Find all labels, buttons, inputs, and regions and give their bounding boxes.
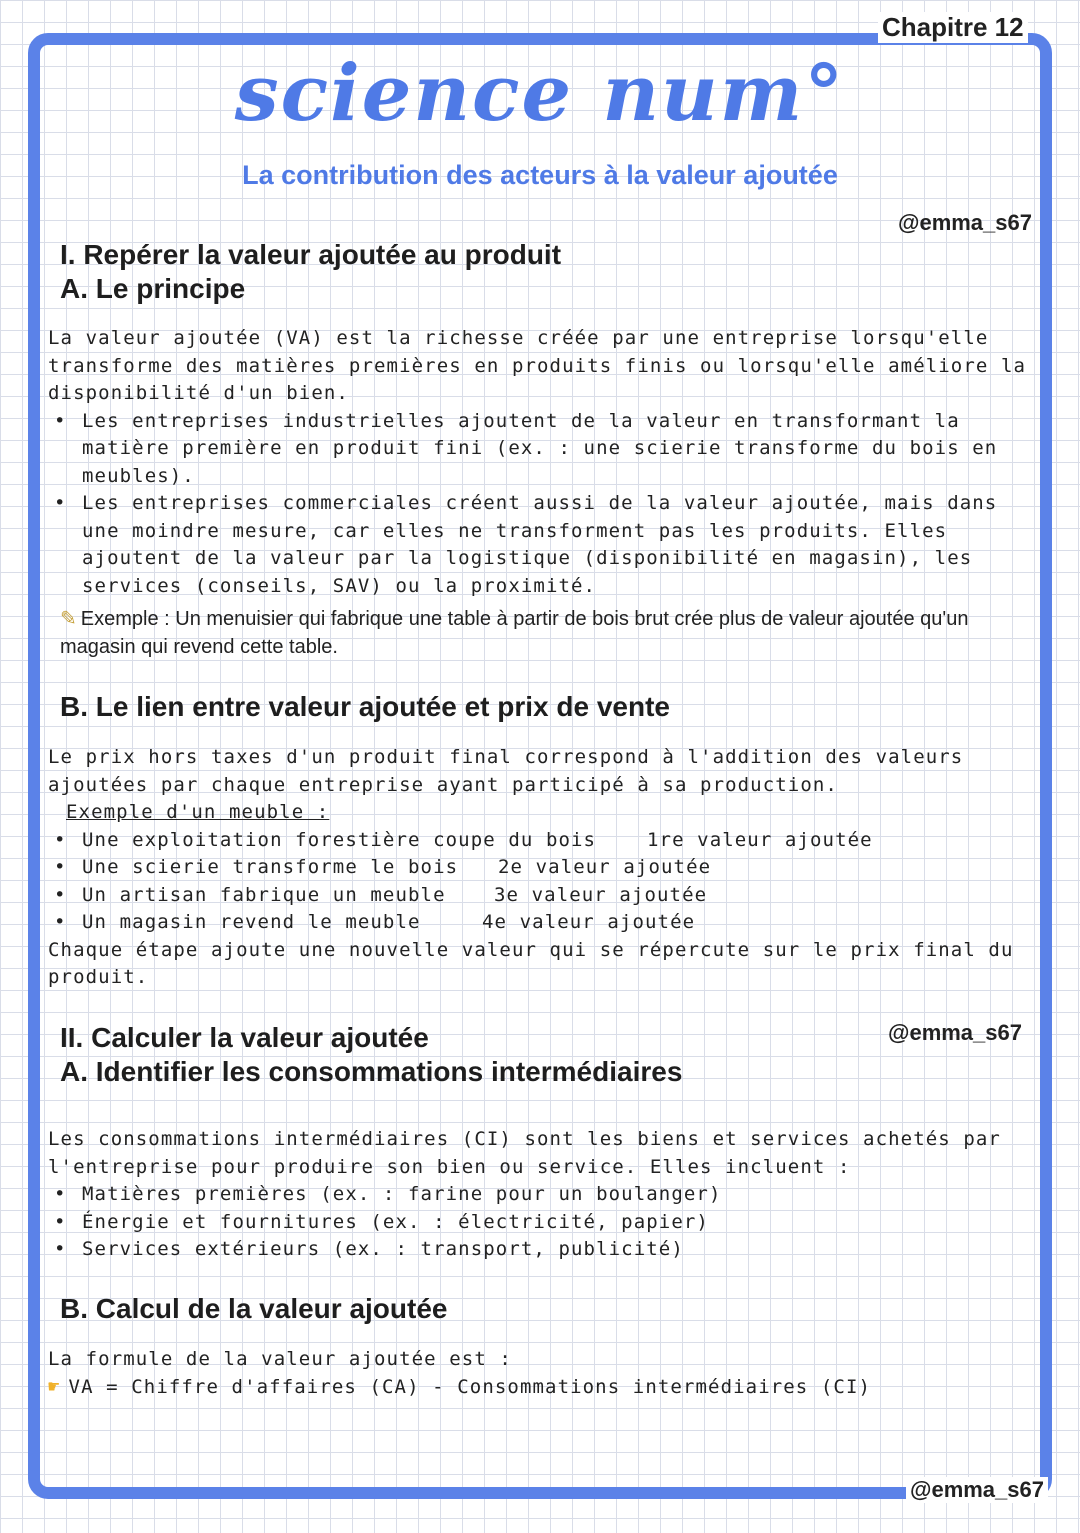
ci-list [48, 1181, 1038, 1264]
list-item: • Matières premières (ex. : farine pour un boulanger) [48, 1181, 1038, 1209]
watermark-handle: @emma_s67 [906, 1477, 1048, 1503]
section-1a-body [48, 325, 1038, 600]
value-chain-list [48, 827, 1038, 937]
stage-value: 1re valeur ajoutée [647, 828, 873, 851]
list-item: • Les entreprises industrielles ajoutent de la valeur en transformant la matière première en produit fini (ex. : une scierie transforme du bois en meubles). [48, 408, 1038, 491]
stage-text: Un magasin revend le meuble [82, 911, 421, 933]
formula-text: VA = Chiffre d'affaires (CA) - Consommations intermédiaires (CI) [68, 1375, 872, 1398]
example-text: Exemple : Un menuisier qui fabrique une table à partir de bois brut crée plus de valeur ajoutée qu'un magasin qui revend cette table. [60, 608, 969, 658]
example-label: Exemple d'un meuble : [66, 801, 330, 823]
formula-line [48, 1374, 1038, 1402]
section-1a-heading: A. Le principe [60, 273, 246, 304]
section-1b-intro: Le prix hors taxes d'un produit final correspond à l'addition des valeurs ajoutées par chaque entreprise ayant participé à sa production. [48, 746, 964, 796]
section-2b-body [48, 1346, 1038, 1401]
example-note [60, 605, 1030, 661]
page-subtitle: La contribution des acteurs à la valeur ajoutée [242, 160, 838, 190]
list-item [48, 854, 1038, 882]
section-1a-list [48, 408, 1038, 601]
section-1b-heading: B. Le lien entre valeur ajoutée et prix de vente [60, 691, 670, 722]
stage-value: 2e valeur ajoutée [498, 856, 712, 878]
list-item: • Les entreprises commerciales créent aussi de la valeur ajoutée, mais dans une moindre mesure, car elles ne transforment pas les produits. Elles ajoutent de la valeur par la logistique (disponibilité en magasin), les services (conseils, SAV) ou la proximité. [48, 490, 1038, 600]
section-2a-intro: Les consommations intermédiaires (CI) sont les biens et services achetés par l'entreprise pour produire son bien ou service. Elles incluent : [48, 1128, 1001, 1178]
section-2a-body [48, 1126, 1038, 1264]
list-item: • Énergie et fournitures (ex. : électricité, papier) [48, 1209, 1038, 1237]
section-1-heading: I. Repérer la valeur ajoutée au produit [60, 239, 562, 270]
pencil-icon: ✎ [60, 608, 77, 630]
section-2-heading: II. Calculer la valeur ajoutée [60, 1022, 429, 1053]
pointing-hand-icon: ☛ [48, 1375, 61, 1398]
section-2b-heading: B. Calcul de la valeur ajoutée [60, 1293, 448, 1324]
watermark-handle: @emma_s67 [888, 1020, 1022, 1045]
stage-value: 4e valeur ajoutée [482, 911, 696, 933]
list-item: • Services extérieurs (ex. : transport, publicité) [48, 1236, 1038, 1264]
section-1b-conclusion: Chaque étape ajoute une nouvelle valeur qui se répercute sur le prix final du produit. [48, 938, 1014, 988]
stage-text: Une scierie transforme le bois [82, 856, 459, 878]
section-1b-body [48, 744, 1038, 992]
page-title: science num° [234, 48, 846, 139]
stage-value: 3e valeur ajoutée [494, 883, 708, 906]
section-1a-intro: La valeur ajoutée (VA) est la richesse créée par une entreprise lorsqu'elle transforme des matières premières en produits finis ou lorsqu'elle améliore la disponibilité d'un bien. [48, 327, 1027, 404]
list-item [48, 882, 1038, 910]
list-item [48, 827, 1038, 855]
list-item [48, 909, 1038, 937]
section-2a-heading: A. Identifier les consommations intermédiaires [60, 1056, 683, 1087]
formula-intro: La formule de la valeur ajoutée est : [48, 1348, 512, 1370]
stage-text: Un artisan fabrique un meuble [82, 883, 446, 906]
stage-text: Une exploitation forestière coupe du bois [82, 828, 597, 851]
watermark-handle: @emma_s67 [898, 210, 1032, 235]
chapter-label: Chapitre 12 [878, 12, 1028, 43]
